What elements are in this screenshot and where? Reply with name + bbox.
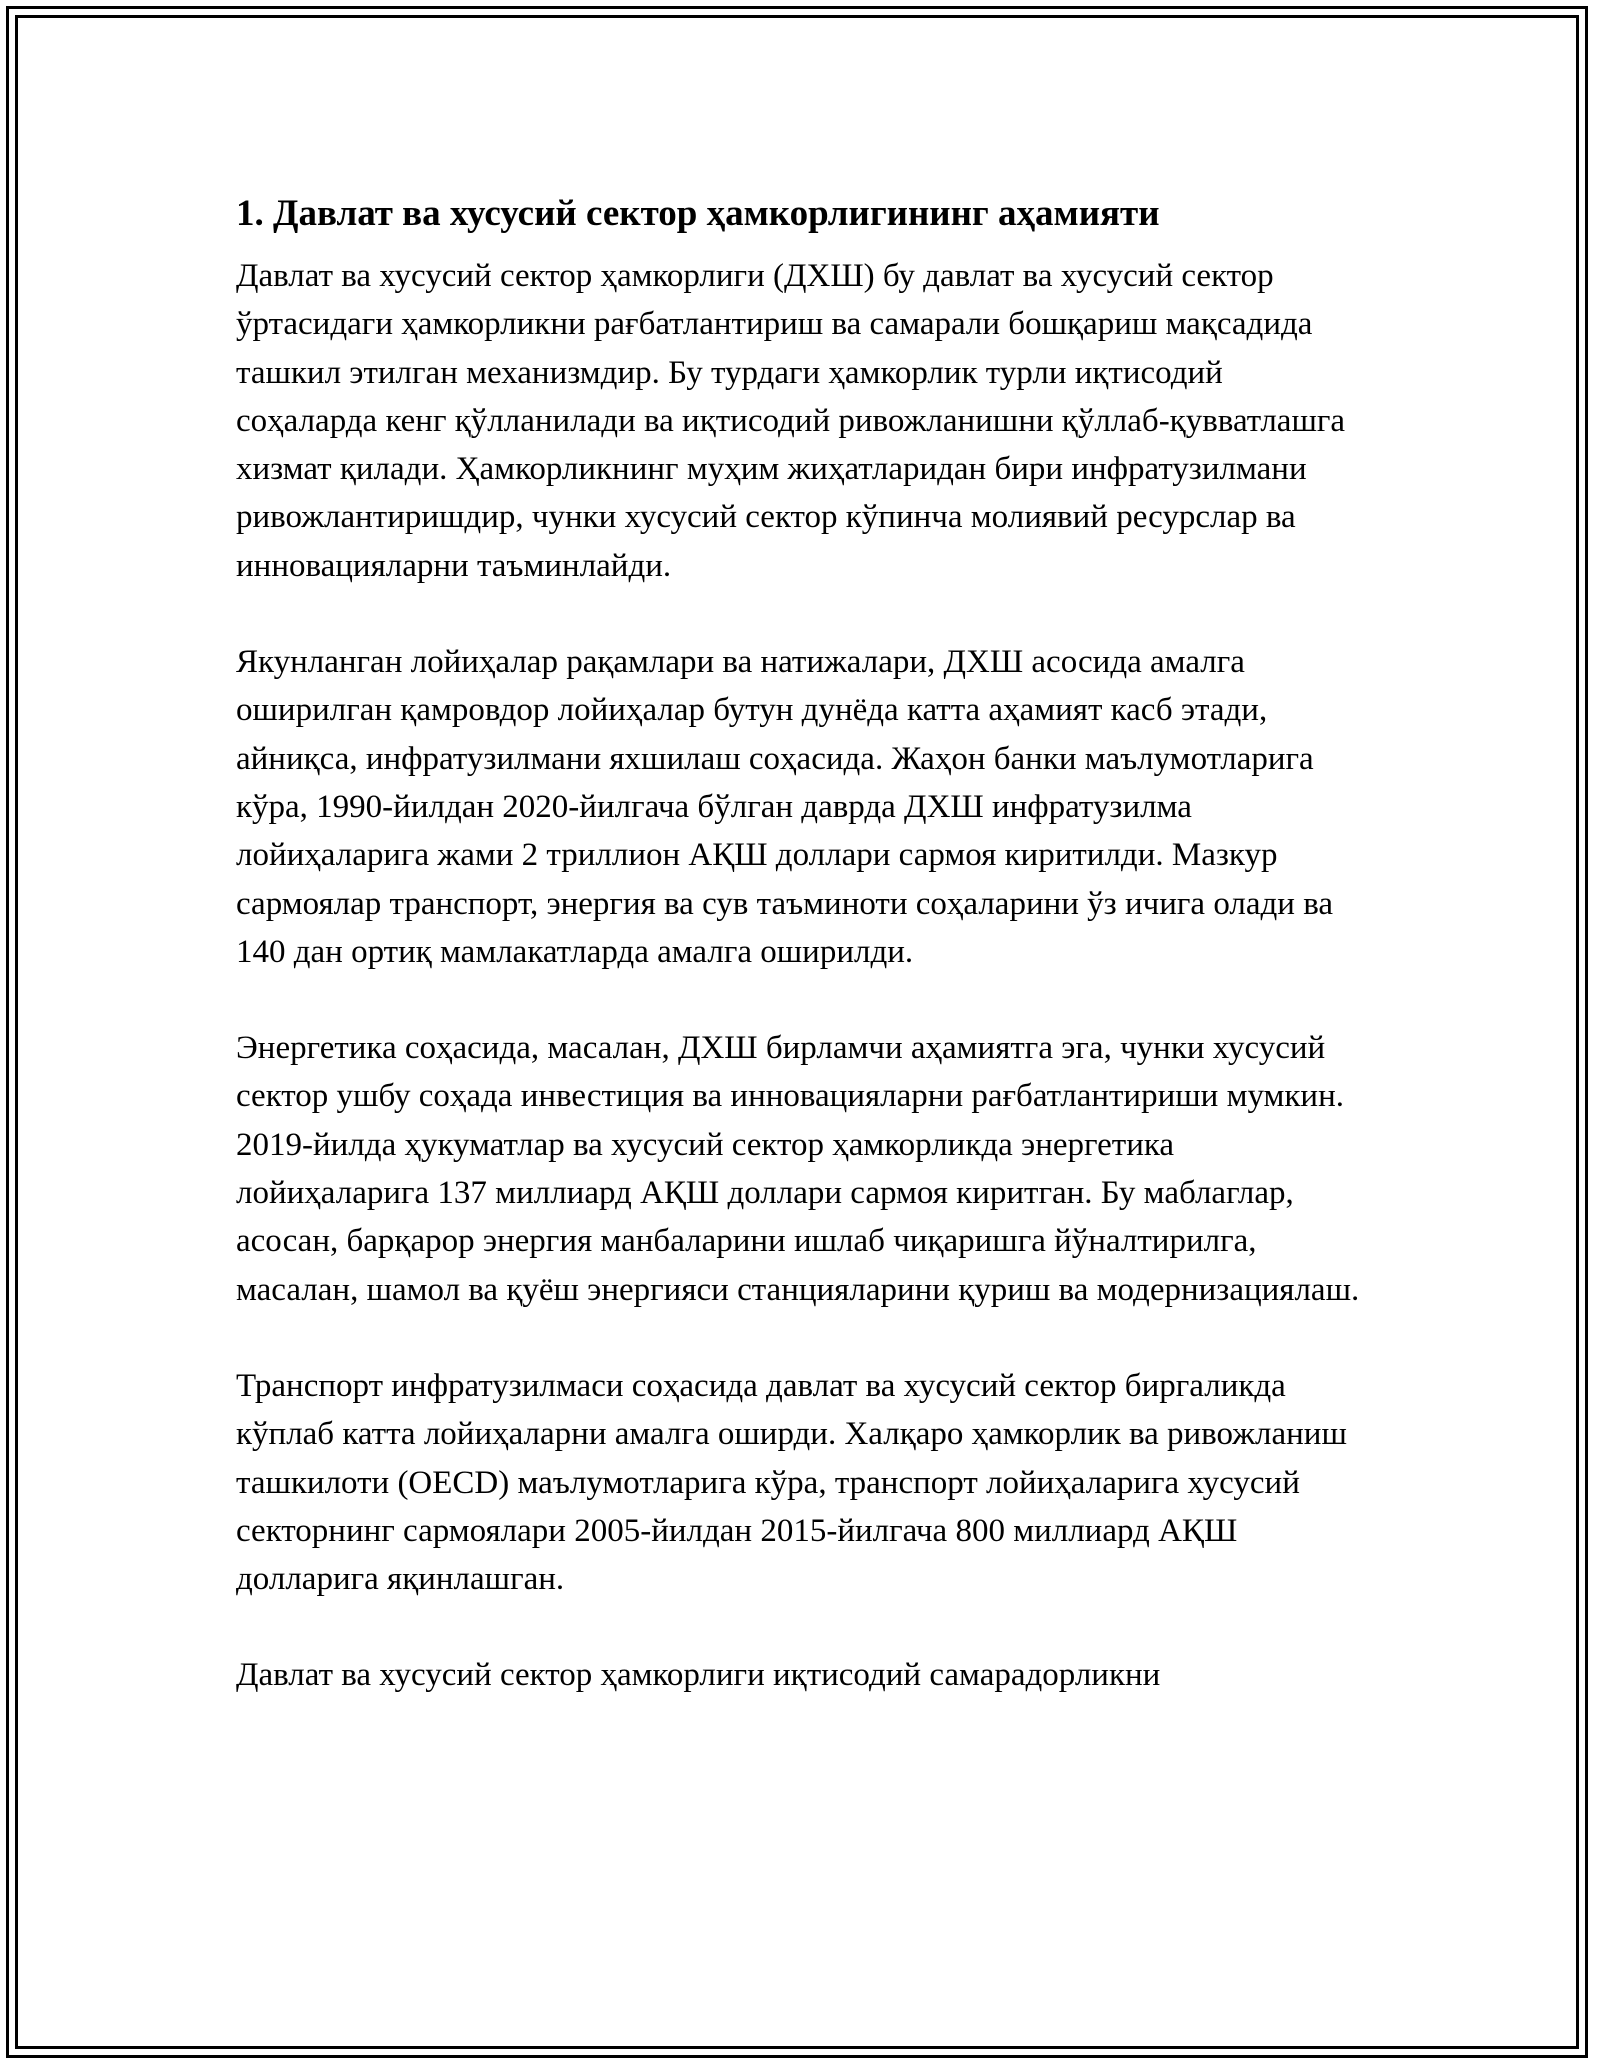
paragraph-economic-efficiency: Давлат ва хусусий сектор ҳамкорлиги иқтисодий самарадорликни xyxy=(236,1657,1161,1694)
section-heading: 1. Давлат ва хусусий сектор ҳамкорлигининг аҳамияти xyxy=(236,193,1160,234)
paragraph-transport-infrastructure: Транспорт инфратузилмаси соҳасида давлат ва хусусий сектор биргаликда кўплаб катта лойиҳаларни амалга оширди. Халқаро ҳамкорлик ва ривожланиш ташкилоти (OECD) маълумотларига кўра, транспорт лойиҳаларига хусусий секторнинг сармоялари 2005-йилдан 2015-йилгача 800 миллиард АҚШ долларига яқинлашган. xyxy=(236,1367,1347,1598)
document-body xyxy=(236,184,1366,1700)
paragraph-energy-sector: Энергетика соҳасида, масалан, ДХШ бирламчи аҳамиятга эга, чунки хусусий сектор ушбу соҳада инвестиция ва инновацияларни рағбатлантириши мумкин. 2019-йилда ҳукуматлар ва хусусий сектор ҳамкорликда энергетика лойиҳаларига 137 миллиард АҚШ доллари сармоя киритган. Бу маблаглар, асосан, барқарор энергия манбаларини ишлаб чиқаришга йўналтирилга, масалан, шамол ва қуёш энергияси станцияларини қуриш ва модернизациялаш. xyxy=(236,1030,1360,1308)
paragraph-ppp-definition: Давлат ва хусусий сектор ҳамкорлиги (ДХШ) бу давлат ва хусусий сектор ўртасидаги ҳамкорликни рағбатлантириш ва самарали бошқариш мақсадида ташкил этилган механизмдир. Бу турдаги ҳамкорлик турли иқтисодий соҳаларда кенг қўлланилади ва иқтисодий ривожланишни қўллаб-қувватлашга хизмат қилади. Ҳамкорликнинг муҳим жиҳатларидан бири инфратузилмани ривожлантиришдир, чунки хусусий сектор кўпинча молиявий ресурслар ва инновацияларни таъминлайди. xyxy=(236,258,1346,584)
paragraph-completed-projects: Якунланган лойиҳалар рақамлари ва натижалари, ДХШ асосида амалга оширилган қамровдор лойиҳалар бутун дунёда катта аҳамият касб этади, айниқса, инфратузилмани яхшилаш соҳасида. Жаҳон банки маълумотларига кўра, 1990-йилдан 2020-йилгача бўлган даврда ДХШ инфратузилма лойиҳаларига жами 2 триллион АҚШ доллари сармоя киритилди. Мазкур сармоялар транспорт, энергия ва сув таъминоти соҳаларини ўз ичига олади ва 140 дан ортиқ мамлакатларда амалга оширилди. xyxy=(236,644,1333,970)
